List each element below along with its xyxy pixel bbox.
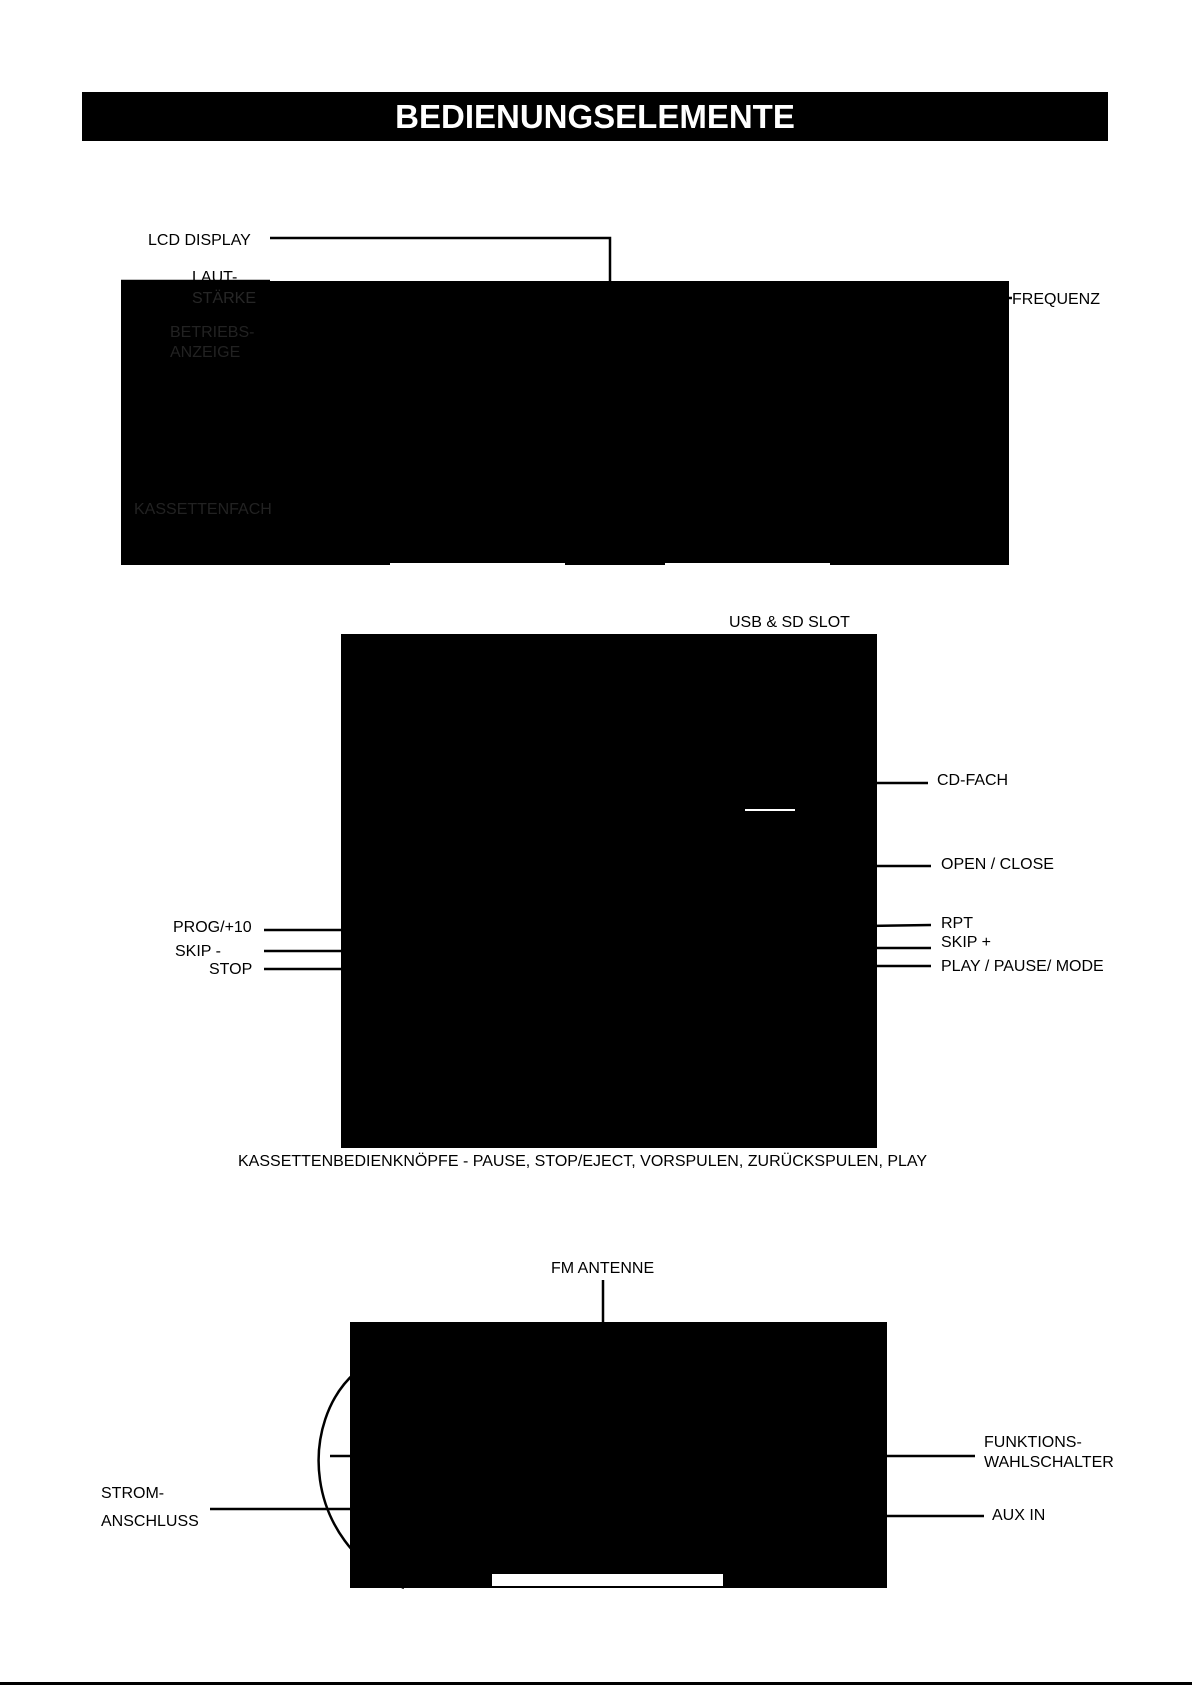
label-stop: STOP xyxy=(209,961,253,978)
page-title: BEDIENUNGSELEMENTE xyxy=(82,92,1108,141)
leader-aux-in xyxy=(798,1450,984,1516)
label-frequency: FREQUENZ xyxy=(1012,291,1100,308)
label-function-selector-line1: FUNKTIONS- xyxy=(984,1434,1082,1451)
label-cd-compartment: CD-FACH xyxy=(937,772,1009,789)
leader-lcd-display xyxy=(270,238,610,347)
label-fm-antenna: FM ANTENNE xyxy=(551,1260,655,1277)
back-view-cable xyxy=(319,1372,404,1588)
label-cassette-compartment: KASSETTENFACH xyxy=(134,501,272,518)
leader-rpt xyxy=(738,925,931,928)
label-usb-sd-slot: USB & SD SLOT xyxy=(729,614,850,631)
label-power-socket-line2: ANSCHLUSS xyxy=(101,1513,199,1530)
label-lcd-display: LCD DISPLAY xyxy=(148,232,251,249)
label-volume-line1: LAUT- xyxy=(192,269,238,286)
label-open-close: OPEN / CLOSE xyxy=(941,856,1054,873)
label-aux-in: AUX IN xyxy=(992,1507,1046,1524)
label-function-selector-line2: WAHLSCHALTER xyxy=(984,1454,1114,1471)
label-rpt: RPT xyxy=(941,915,973,932)
label-skip-minus: SKIP - xyxy=(175,943,221,960)
label-cassette-buttons: KASSETTENBEDIENKNÖPFE - PAUSE, STOP/EJECT, VORSPULEN, ZURÜCKSPULEN, PLAY xyxy=(238,1153,928,1170)
label-skip-plus: SKIP + xyxy=(941,934,991,951)
label-volume-line2: STÄRKE xyxy=(192,290,257,307)
label-power-socket-line1: STROM- xyxy=(101,1485,165,1502)
label-power-indicator-line2: ANZEIGE xyxy=(170,344,241,361)
label-play-pause-mode: PLAY / PAUSE/ MODE xyxy=(941,958,1104,975)
label-prog-plus10: PROG/+10 xyxy=(173,919,252,936)
label-power-indicator-line1: BETRIEBS- xyxy=(170,324,255,341)
back-view-slot xyxy=(492,1574,723,1586)
